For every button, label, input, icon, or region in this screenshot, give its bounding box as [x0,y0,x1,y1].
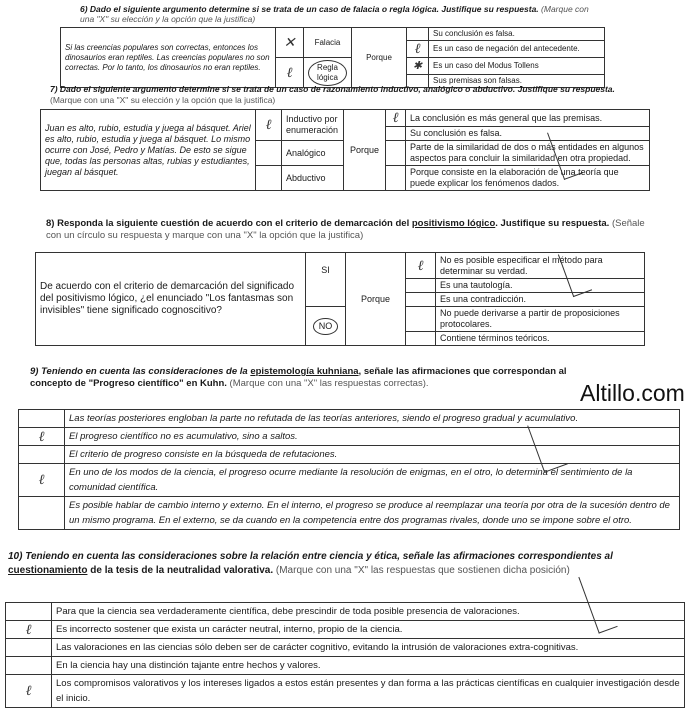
reason-option: Contiene términos teóricos. [436,332,645,346]
mark-cell[interactable] [6,603,52,621]
option-analogico[interactable]: Analógico [282,141,344,166]
q8-note: (Señale con un círculo su respuesta y marque con una "X" la opción que la justifica) [46,218,645,241]
mark-cell[interactable] [386,166,406,191]
reason-option: Parte de la similaridad de dos o más entidades en algunos aspectos para concluir la similaridad en otra propiedad. [406,141,650,166]
x-mark[interactable]: ✕ [276,28,304,58]
mark-cell[interactable] [386,141,406,166]
reason-option: La conclusión es más general que las premisas. [406,110,650,127]
handwritten-mark[interactable]: ℓ [6,675,52,708]
handwritten-mark[interactable]: ℓ [276,58,304,88]
q9-title-text: 9) Teniendo en cuenta las consideraciones de la [30,366,251,377]
question-7-title [50,84,640,106]
mark-cell[interactable] [19,497,65,530]
statement: En la ciencia hay una distinción tajante entre hechos y valores. [52,657,685,675]
statement: Las valoraciones en las ciencias sólo deben ser de carácter cognitivo, evitando la intrusión de valoraciones extra-cognitivas. [52,639,685,657]
circled-option: NO [313,318,339,335]
option-inductivo[interactable]: Inductivo por enumeración [282,110,344,141]
question-9-title [30,366,570,390]
porque-label: Porque [344,110,386,191]
porque-label: Porque [352,28,407,88]
reason-option: Sus premisas son falsas. [429,75,605,88]
q7-title-text: 7) Dado el siguiente argumento determine si se trata de un caso de razonamiento inductivo, analógico o abductivo. Justifique su respuesta. [50,84,615,94]
statement: En uno de los modos de la ciencia, el progreso ocurre mediante la resolución de enigmas, en el otro, lo determina el sentimiento de la comunidad científica. [65,464,680,497]
question-8-table [35,252,645,346]
statement: Los compromisos valorativos y los intereses ligados a estos están presentes y dan forma a las prácticas científicas en cualquier investigación desde el inicio. [52,675,685,708]
handwritten-mark[interactable]: ℓ [6,621,52,639]
reason-option: No puede derivarse a partir de proposiciones protocolares. [436,307,645,332]
reason-option: Es un caso del Modus Tollens [429,58,605,75]
reason-option: No es posible especificar el método para determinar su verdad. [436,253,645,279]
question-10-title [8,550,688,578]
reason-option: Porque consiste en la elaboración de una teoría que puede explicar los fenómenos dados. [406,166,650,191]
q9-title-end: , señale las afirmaciones que correspondan al concepto de "Progreso científico" en Kuhn. [30,366,567,389]
question-8-title [46,218,656,242]
mark-cell[interactable] [256,141,282,166]
mark-cell[interactable] [407,28,429,41]
handwritten-mark[interactable]: ℓ [256,110,282,141]
mark-cell[interactable] [406,293,436,307]
reason-option: Es una contradicción. [436,293,645,307]
reason-option: Es una tautología. [436,279,645,293]
option-si[interactable]: SI [306,253,346,307]
circled-option: Regla lógica [308,60,347,86]
q10-note: (Marque con una "X" las respuestas que sostienen dicha posición) [273,565,570,576]
q8-title-underlined: positivismo lógico [411,218,496,229]
question-text: De acuerdo con el criterio de demarcación del significado del positivismo lógico, ¿el enunciado "Los fantasmas son invisibles" tiene significado cognoscitivo? [36,253,306,346]
q10-title-end: de la tesis de la neutralidad valorativa. [87,565,274,576]
handwritten-mark[interactable]: ℓ [386,110,406,127]
question-9-table [18,409,680,530]
mark-cell[interactable] [406,279,436,293]
mark-cell[interactable] [256,166,282,191]
q10-title-underlined: cuestionamiento [8,565,88,576]
q6-title-text: 6) Dado el siguiente argumento determine si se trata de un caso de falacia o regla lógica. Justifique su respuesta. [80,4,539,14]
statement: El progreso científico no es acumulativo, sino a saltos. [65,428,680,446]
handwritten-mark[interactable]: ℓ [19,428,65,446]
statement: Es posible hablar de cambio interno y externo. En el interno, el progreso se produce al reemplazar una teoría por otra de la sucesión dentro de un mismo programa. En el externo, se da cuando en la competencia entre dos programas rivales, donde uno se impone sobre el otro. [65,497,680,530]
q7-note: (Marque con una "X" su elección y la opción que la justifica) [50,95,276,105]
option-no[interactable] [306,307,346,346]
mark-cell[interactable] [6,657,52,675]
question-10-table [5,602,685,708]
reason-option: Es un caso de negación del antecedente. [429,41,605,58]
mark-cell[interactable] [406,332,436,346]
mark-cell[interactable] [386,127,406,141]
question-7-table [40,109,650,191]
option-regla-logica[interactable] [304,58,352,88]
argument-text: Si las creencias populares son correctas, entonces los dinosaurios eran reptiles. Las creencias populares no son correctas. Por lo tanto, los dinosaurios no eran reptiles. [61,28,276,88]
handwritten-mark[interactable]: ℓ [406,253,436,279]
watermark: Altillo.com [580,380,685,406]
mark-cell[interactable] [19,446,65,464]
q9-note: (Marque con una "X" las respuestas correctas). [226,378,429,389]
q9-title-underlined: epistemología kuhniana [250,366,359,377]
option-falacia[interactable]: Falacia [304,28,352,58]
mark-cell[interactable] [406,307,436,332]
reason-option: Su conclusión es falsa. [429,28,605,41]
handwritten-mark[interactable]: ℓ [407,41,429,58]
mark-cell[interactable] [6,639,52,657]
option-abductivo[interactable]: Abductivo [282,166,344,191]
question-6-table [60,27,605,88]
argument-text: Juan es alto, rubio, estudia y juega al básquet. Ariel es alto, rubio, estudia y juega al básquet. Lo mismo ocurre con José, Pedro y Matías. De esto se sigue que, todas las personas altas, rubias y estudiantes, juegan al básquet. [41,110,256,191]
statement: Para que la ciencia sea verdaderamente científica, debe prescindir de toda posible presencia de valoraciones. [52,603,685,621]
question-6-title [80,4,600,24]
mark-cell[interactable] [19,410,65,428]
statement: Es incorrecto sostener que exista un carácter neutral, interno, propio de la ciencia. [52,621,685,639]
porque-label: Porque [346,253,406,346]
q8-title-text: 8) Responda la siguiente cuestión de acuerdo con el criterio de demarcación del [46,218,412,229]
handwritten-mark[interactable]: ℓ [19,464,65,497]
reason-option: Su conclusión es falsa. [406,127,650,141]
statement: El criterio de progreso consiste en la búsqueda de refutaciones. [65,446,680,464]
q10-title-text: 10) Teniendo en cuenta las consideraciones sobre la relación entre ciencia y ética, señale las afirmaciones correspondientes al [8,551,613,562]
scribbled-mark[interactable]: ✱ [407,58,429,75]
q6-note: (Marque con una "X" su elección y la opción que la justifica) [80,4,589,24]
statement: Las teorías posteriores engloban la parte no refutada de las teorías anteriores, siendo el progreso gradual y acumulativo. [65,410,680,428]
q8-title-end: . Justifique su respuesta. [495,218,610,229]
